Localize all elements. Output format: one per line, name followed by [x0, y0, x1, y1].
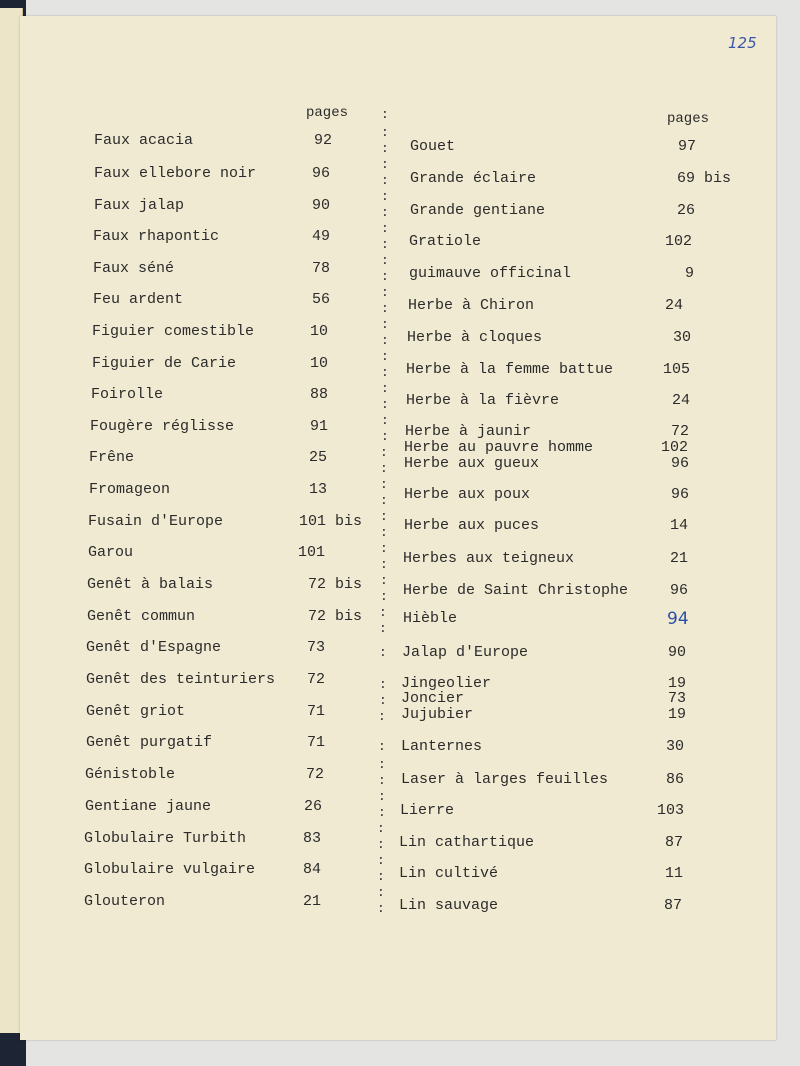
entry-page: 105: [663, 361, 691, 378]
entry-name: Garou: [88, 544, 134, 561]
entry-page: 71: [307, 703, 326, 720]
entry-name: Herbe à jaunir: [405, 423, 532, 440]
right-pages-header: pages: [667, 111, 710, 127]
entry-name: Herbe à Chiron: [408, 297, 535, 314]
column-separator-colon: :: [380, 509, 388, 524]
left-pages-header: pages: [306, 105, 349, 121]
entry-name: Herbe à la femme battue: [406, 361, 614, 378]
entry-name: Glouteron: [84, 893, 166, 910]
entry-name: Herbe au pauvre homme: [404, 439, 594, 456]
entry-name: Genêt à balais: [87, 576, 214, 593]
entry-page: 83: [303, 830, 322, 847]
folio-number: 125: [728, 34, 757, 52]
entry-name: Herbe de Saint Christophe: [403, 582, 629, 599]
entry-page: 96: [671, 486, 690, 503]
entry-name: Genêt d'Espagne: [86, 639, 222, 656]
entry-page: 84: [303, 861, 322, 878]
entry-page: 24: [665, 297, 684, 314]
column-separator-colon: :: [378, 757, 386, 772]
entry-page: 14: [670, 517, 689, 534]
entry-page: 19: [668, 706, 687, 723]
entry-page: 96: [312, 165, 331, 182]
column-separator-colon: :: [381, 253, 389, 268]
entry-name: Lin sauvage: [399, 897, 499, 914]
entry-page: 73: [307, 639, 326, 656]
entry-name: Frêne: [89, 449, 135, 466]
entry-page: 24: [672, 392, 691, 409]
entry-name: Herbe aux gueux: [404, 455, 540, 472]
entry-name: Lanternes: [401, 738, 483, 755]
entry-page: 10: [310, 323, 329, 340]
column-separator-colon: :: [381, 349, 389, 364]
column-separator-colon: :: [381, 205, 389, 220]
column-separator-colon: :: [380, 557, 388, 572]
entry-name: Herbes aux teigneux: [403, 550, 575, 567]
entry-page: 96: [670, 582, 689, 599]
entry-name: Genêt griot: [86, 703, 186, 720]
entry-name: Faux ellebore noir: [94, 165, 257, 182]
column-separator-colon: :: [379, 677, 387, 692]
column-separator-colon: :: [380, 461, 388, 476]
entry-name: Faux séné: [93, 260, 175, 277]
entry-name: Herbe aux puces: [404, 517, 540, 534]
entry-page: 90: [668, 644, 687, 661]
column-separator-colon: :: [380, 573, 388, 588]
entry-name: Herbe à cloques: [407, 329, 543, 346]
column-separator-colon: :: [381, 189, 389, 204]
entry-page: 21: [670, 550, 689, 567]
entry-name: Globulaire vulgaire: [84, 861, 256, 878]
entry-page: 86: [666, 771, 685, 788]
entry-page: 56: [312, 291, 331, 308]
entry-page: 11: [665, 865, 684, 882]
column-separator-colon: :: [380, 477, 388, 492]
column-separator-colon: :: [381, 317, 389, 332]
column-separator-colon: :: [381, 157, 389, 172]
column-separator-colon: :: [381, 365, 389, 380]
entry-name: Gentiane jaune: [85, 798, 212, 815]
column-separator-colon: :: [381, 413, 389, 428]
entry-name: Gratiole: [409, 233, 482, 250]
column-separator-colon: :: [381, 269, 389, 284]
entry-page: 102: [665, 233, 693, 250]
entry-page: 30: [666, 738, 685, 755]
entry-name: Herbe aux poux: [404, 486, 531, 503]
entry-page: 30: [673, 329, 692, 346]
entry-page: 97: [678, 138, 697, 155]
entry-page: 101: [298, 544, 326, 561]
column-separator-colon: :: [378, 739, 386, 754]
entry-name: Jujubier: [401, 706, 474, 723]
entry-name: Faux rhapontic: [93, 228, 220, 245]
entry-name: Faux jalap: [94, 197, 185, 214]
entry-name: Gouet: [410, 138, 456, 155]
entry-page: 13: [309, 481, 328, 498]
entry-page: 91: [310, 418, 329, 435]
entry-page: 26: [304, 798, 323, 815]
column-separator-colon: :: [378, 773, 386, 788]
column-separator-colon: :: [381, 429, 389, 444]
entry-name: Figuier de Carie: [92, 355, 237, 372]
column-separator-colon: :: [379, 621, 387, 636]
column-separator-colon: :: [381, 381, 389, 396]
column-separator-colon: :: [378, 805, 386, 820]
entry-name: Jalap d'Europe: [402, 644, 529, 661]
column-separator-colon: :: [381, 333, 389, 348]
column-separator-colon: :: [377, 901, 385, 916]
column-separator-colon: :: [380, 445, 388, 460]
column-separator-colon: :: [378, 709, 386, 724]
entry-page: 78: [312, 260, 331, 277]
column-separator-colon: :: [381, 221, 389, 236]
entry-page: 92: [314, 132, 333, 149]
entry-name: Foirolle: [91, 386, 164, 403]
entry-page: 73: [668, 690, 687, 707]
column-separator-colon: :: [381, 125, 389, 140]
entry-name: Génistoble: [85, 766, 176, 783]
column-separator-colon: :: [380, 541, 388, 556]
column-separator-colon: :: [381, 107, 389, 122]
entry-name: Genêt purgatif: [86, 734, 213, 751]
column-separator-colon: :: [379, 645, 387, 660]
entry-page: 19: [668, 675, 687, 692]
entry-name: guimauve officinal: [409, 265, 572, 282]
entry-page: 96: [671, 455, 690, 472]
column-separator-colon: :: [381, 397, 389, 412]
column-separator-colon: :: [380, 525, 388, 540]
entry-page: 72 bis: [308, 608, 363, 625]
column-separator-colon: :: [377, 885, 385, 900]
entry-name: Genêt commun: [87, 608, 196, 625]
entry-name: Lin cultivé: [399, 865, 499, 882]
column-separator-colon: :: [377, 821, 385, 836]
entry-page: 101 bis: [299, 513, 363, 530]
entry-page: 69 bis: [677, 170, 732, 187]
entry-name: Herbe à la fièvre: [406, 392, 560, 409]
column-separator-colon: :: [381, 301, 389, 316]
entry-name: Feu ardent: [93, 291, 184, 308]
entry-page: 72: [307, 671, 326, 688]
entry-page: 9: [685, 265, 695, 282]
entry-page: 21: [303, 893, 322, 910]
entry-page: 103: [657, 802, 685, 819]
entry-name: Globulaire Turbith: [84, 830, 247, 847]
column-separator-colon: :: [378, 789, 386, 804]
column-separator-colon: :: [377, 869, 385, 884]
column-separator-colon: :: [380, 589, 388, 604]
entry-name: Joncier: [401, 690, 465, 707]
entry-name: Fusain d'Europe: [88, 513, 224, 530]
column-separator-colon: :: [381, 285, 389, 300]
column-separator-colon: :: [381, 237, 389, 252]
column-separator-colon: :: [380, 493, 388, 508]
column-separator-colon: :: [381, 141, 389, 156]
column-separator-colon: :: [381, 173, 389, 188]
entry-page: 72: [306, 766, 325, 783]
entry-page: 102: [661, 439, 689, 456]
column-separator-colon: :: [379, 693, 387, 708]
column-separator-colon: :: [377, 837, 385, 852]
entry-page: 25: [309, 449, 328, 466]
entry-page: 26: [677, 202, 696, 219]
entry-name: Fromageon: [89, 481, 171, 498]
entry-page: 88: [310, 386, 329, 403]
entry-name: Grande éclaire: [410, 170, 537, 187]
column-separator-colon: :: [377, 853, 385, 868]
entry-name: Figuier comestible: [92, 323, 255, 340]
entry-page: 71: [307, 734, 326, 751]
entry-page: 72: [671, 423, 690, 440]
entry-name: Faux acacia: [94, 132, 194, 149]
column-separator-colon: :: [379, 605, 387, 620]
entry-page: 87: [665, 834, 684, 851]
entry-page: 87: [664, 897, 683, 914]
entry-page: 90: [312, 197, 331, 214]
entry-name: Grande gentiane: [410, 202, 546, 219]
entry-page: 49: [312, 228, 331, 245]
entry-page: 10: [310, 355, 329, 372]
entry-page-handwritten: 94: [667, 609, 689, 629]
entry-name: Lierre: [400, 802, 455, 819]
entry-page: 72 bis: [308, 576, 363, 593]
entry-name: Genêt des teinturiers: [86, 671, 276, 688]
entry-name: Hièble: [403, 610, 458, 627]
entry-name: Lin cathartique: [399, 834, 535, 851]
entry-name: Fougère réglisse: [90, 418, 235, 435]
entry-name: Jingeolier: [401, 675, 492, 692]
entry-name: Laser à larges feuilles: [401, 771, 609, 788]
